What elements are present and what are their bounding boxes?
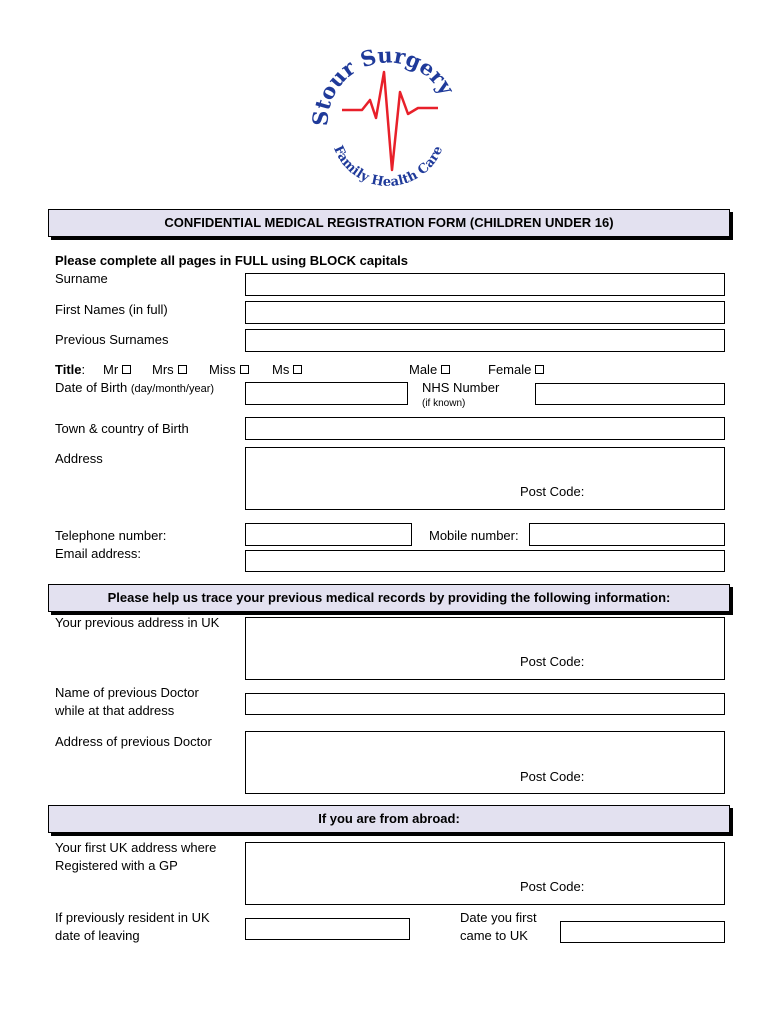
title-option-ms[interactable] [272,362,302,378]
address-postcode-label: Post Code: [520,484,585,499]
prev-doctor-postcode-label: Post Code: [520,769,585,784]
prev-doctor-address-field[interactable] [245,731,725,794]
sex-option-male-label: Male [409,362,438,377]
title-label: Title [55,362,82,377]
title-option-miss[interactable] [209,362,249,378]
mrs-checkbox[interactable] [178,365,187,374]
previous-records-heading: Please help us trace your previous medical records by providing the following information: [48,584,730,612]
heartbeat-line-icon [342,72,438,170]
previous-surnames-label: Previous Surnames [55,332,169,347]
abroad-heading: If you are from abroad: [48,805,730,833]
email-label: Email address: [55,546,141,561]
male-checkbox[interactable] [441,365,450,374]
title-option-ms-label: Ms [272,362,290,377]
instruction-text: Please complete all pages in FULL using BLOCK capitals [55,253,409,268]
telephone-label: Telephone number: [55,528,167,543]
came-date-field[interactable] [560,921,725,943]
female-checkbox[interactable] [535,365,544,374]
title-colon: : [81,362,86,377]
prev-address-label: Your previous address in UK [55,615,220,630]
mobile-field[interactable] [529,523,725,546]
logo-name: Stour Surgery [307,42,460,127]
prev-address-postcode-label: Post Code: [520,654,585,669]
sex-option-female[interactable] [488,362,544,378]
prev-doctor-address-label: Address of previous Doctor [55,734,212,749]
came-label-2: came to UK [460,928,528,943]
first-uk-postcode-label: Post Code: [520,879,585,894]
title-option-mrs[interactable] [152,362,187,378]
surname-field[interactable] [245,273,725,296]
dob-hint: (day/month/year) [130,383,215,395]
first-names-field[interactable] [245,301,725,324]
prev-doctor-label-1: Name of previous Doctor [55,685,199,700]
title-option-miss-label: Miss [209,362,236,377]
prev-doctor-label-2: while at that address [55,703,175,718]
first-uk-address-label-1: Your first UK address where [55,840,217,855]
dob-label-group [55,380,214,397]
came-label-1: Date you first [460,910,537,925]
address-label: Address [55,451,103,466]
first-names-label: First Names (in full) [55,302,168,317]
leaving-label-1: If previously resident in UK [55,910,210,925]
title-option-mr[interactable] [103,362,131,378]
logo-graphic [300,30,470,200]
nhs-hint: (if known) [422,398,466,409]
nhs-label: NHS Number [422,380,500,395]
first-uk-address-field[interactable] [245,842,725,905]
first-uk-address-label-2: Registered with a GP [55,858,178,873]
leaving-label-2: date of leaving [55,928,140,943]
nhs-number-field[interactable] [535,383,725,405]
sex-option-male[interactable] [409,362,450,378]
title-option-mr-label: Mr [103,362,119,377]
telephone-field[interactable] [245,523,412,546]
address-field[interactable] [245,447,725,510]
form-title: CONFIDENTIAL MEDICAL REGISTRATION FORM (CHILDREN UNDER 16) [48,209,730,237]
dob-field[interactable] [245,382,408,405]
dob-label: Date of Birth [55,380,128,395]
mr-checkbox[interactable] [122,365,131,374]
leaving-date-field[interactable] [245,918,410,940]
surname-label: Surname [55,271,108,286]
title-option-mrs-label: Mrs [152,362,174,377]
surgery-logo [300,30,470,200]
mobile-label: Mobile number: [429,528,519,543]
miss-checkbox[interactable] [240,365,249,374]
birth-place-field[interactable] [245,417,725,440]
prev-address-field[interactable] [245,617,725,680]
email-field[interactable] [245,550,725,572]
title-label-group [55,362,85,378]
birth-place-label: Town & country of Birth [55,421,189,436]
ms-checkbox[interactable] [293,365,302,374]
sex-option-female-label: Female [488,362,532,377]
logo-tagline: Family Health Care [330,143,447,191]
prev-doctor-field[interactable] [245,693,725,715]
previous-surnames-field[interactable] [245,329,725,352]
